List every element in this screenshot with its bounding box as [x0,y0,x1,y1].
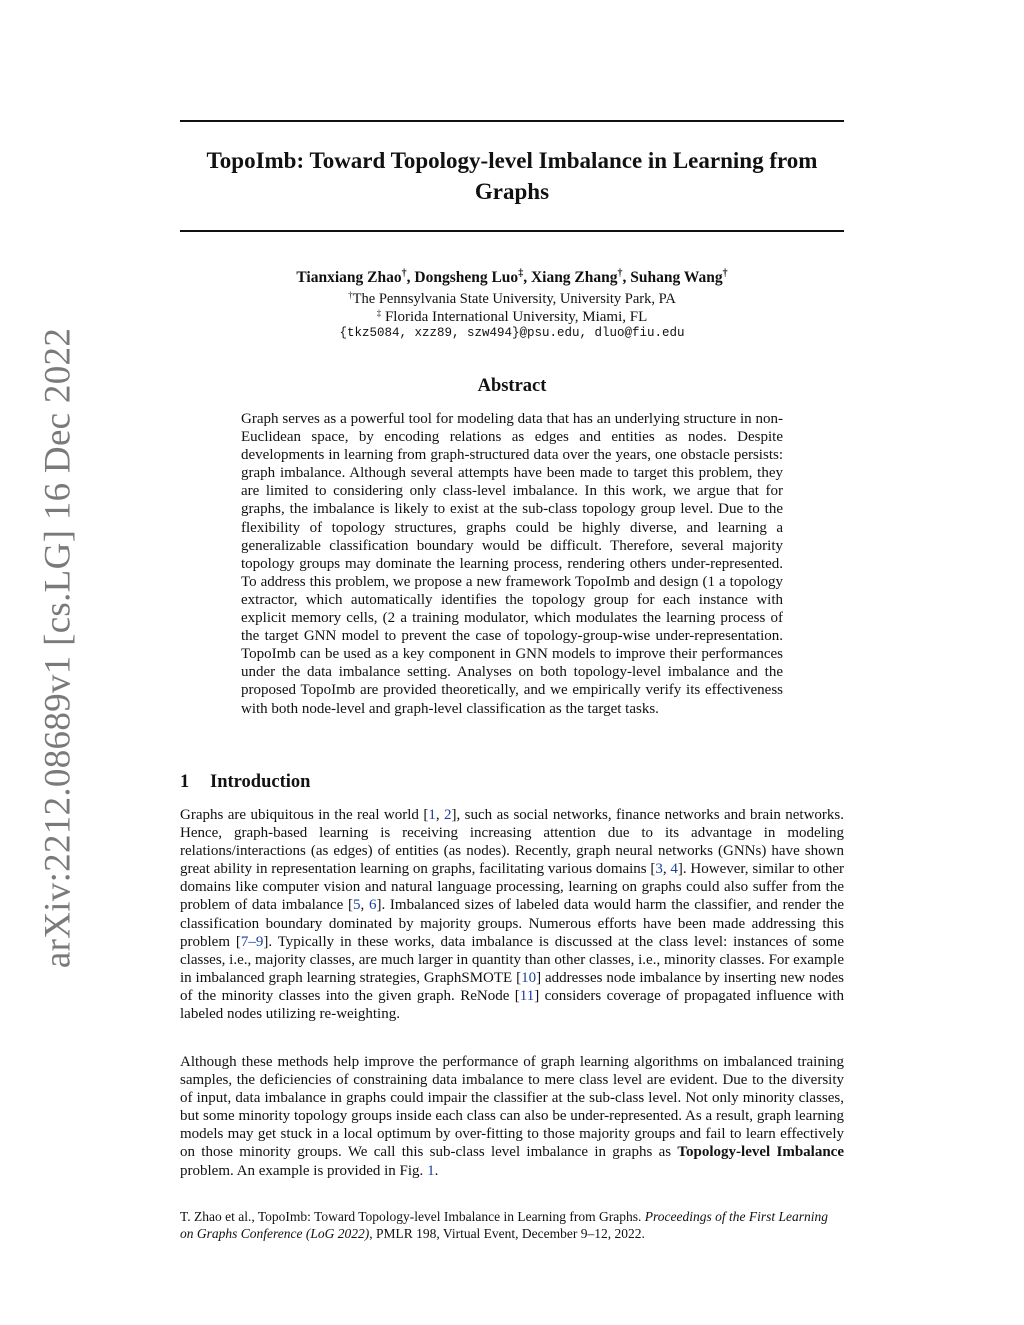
abstract-body: Graph serves as a powerful tool for modeling data that has an underlying structure in non-Euclidean space, by encoding relations as edges and entities as nodes. Despite developments in learning from graph-structured data over the years, one obstacle persists: graph imbalance. Although several attempts have been made to target this problem, they are limited to considering only class-level imbalance. In this work, we argue that for graphs, the imbalance is likely to exist at the sub-class topology group level. Due to the flexibility of topology structures, graphs could be highly diverse, and learning a generalizable classification boundary would be difficult. Therefore, several majority topology groups may dominate the learning process, rendering others under-represented. To address this problem, we propose a new framework TopoImb and design (1 a topology extractor, which automatically identifies the topology group for each instance with explicit memory cells, (2 a training modulator, which modulates the learning process of the target GNN model to prevent the case of topology-group-wise under-representation. TopoImb can be used as a key component in GNN models to improve their performances under the data imbalance setting. Analyses on both topology-level imbalance and the proposed TopoImb are provided theoretically, and we empirically verify its effectiveness with both node-level and graph-level classification as the target tasks. [241,411,783,717]
author-affiliation-mark: † [401,268,407,279]
affiliation-text: The Pennsylvania State University, University Park, PA [352,291,676,307]
section-number: 1 [180,772,190,792]
text-run: problem. An example is provided in Fig. [180,1162,428,1179]
author-affiliation-mark: ‡ [518,268,524,279]
affiliation-fiu [180,304,844,326]
author-emails: {tkz5084, xzz89, szw494}@psu.edu, dluo@fiu.edu [339,326,685,340]
abstract-heading: Abstract [477,376,547,396]
citation-link[interactable]: 10 [521,969,537,986]
footnote-citation [180,1208,844,1242]
citation-link[interactable]: 7–9 [240,933,264,950]
citation-link[interactable]: 5 [352,897,361,914]
author-name: Tianxiang Zhao [296,269,402,286]
text-run: Graphs are ubiquitous in the real world [ [180,807,429,823]
citation-link[interactable]: 3 [655,861,663,878]
text-run: . [434,1162,439,1179]
author-affiliation-mark: † [722,268,728,279]
text-run: ]. Imbalanced sizes of labeled data would harm the classifier, and render the classification boundary dominated by majority groups. Numerous efforts have been made addressing this problem [ [180,897,845,950]
text-run: , [435,807,444,823]
title-bottom-rule [180,230,844,232]
text-run: ] considers coverage of propagated influence with labeled nodes utilizing re-weighting. [180,987,844,1023]
footnote-details: , PMLR 198, Virtual Event, December 9–12, 2022. [369,1226,645,1241]
paper-title: TopoImb: Toward Topology-level Imbalance in Learning from Graphs [206,148,818,204]
affiliation-text: Florida International University, Miami, FL [384,309,648,325]
text-run: ], such as social networks, finance networks and brain networks. Hence, graph-based learning is receiving increasing attention due to its advantage in modeling relations/interactions (as edges) of entities (as nodes). Recently, graph neural networks (GNNs) have shown great ability in representation learning on graphs, facilitating various domains [ [180,807,845,878]
intro-paragraph-2 [180,1053,844,1180]
citation-link[interactable]: 11 [519,987,535,1004]
arxiv-identifier-stamp: arXiv:2212.08689v1 [cs.LG] 16 Dec 2022 [37,327,79,969]
citation-link[interactable]: 1 [428,807,436,823]
author-name: Dongsheng Luo [414,269,519,286]
title-top-rule [180,120,844,122]
citation-link[interactable]: 6 [368,897,377,914]
citation-link[interactable]: 1 [427,1162,435,1179]
author-affiliation-mark: † [617,268,623,279]
citation-link[interactable]: 2 [444,807,452,823]
author-list: Tianxiang Zhao†, Dongsheng Luo‡, Xiang Zhang†, Suhang Wang† [296,268,728,286]
footnote-plain-text: T. Zhao et al., TopoImb: Toward Topology-level Imbalance in Learning from Graphs. [180,1209,645,1224]
citation-link[interactable]: 4 [670,861,678,878]
text-run: Although these methods help improve the performance of graph learning algorithms on imbalanced training samples, the deficiencies of constraining data imbalance to mere class level are evident. Due to the diversity of input, data imbalance in graphs could impair the classifier at the sub-class level. Not only minority classes, but some minority topology groups inside each class can also be under-represented. As a result, graph learning models may get stuck in a local optimum by over-fitting to those majority groups and fail to learn effectively on those minority groups. We call this sub-class level imbalance in graphs as [180,1054,844,1161]
text-run: , [360,897,369,914]
text-run: ]. However, similar to other domains like computer vision and natural language processing, learning on graphs could also suffer from the problem of data imbalance [ [180,861,844,914]
intro-paragraph-1 [180,806,844,1023]
affiliation-mark: † [348,290,353,300]
text-run: , [662,861,671,878]
author-name: Suhang Wang [630,269,723,286]
section-title: Introduction [210,772,311,792]
text-run: ]. Typically in these works, data imbalance is discussed at the class level: instances of some classes, i.e., majority classes, are much larger in quantity than other classes, i.e., minority classes. For example in imbalanced graph learning strategies, GraphSMOTE [ [180,933,845,986]
bold-term: Topology-level Imbalance [677,1144,844,1161]
footnote-venue: Proceedings of the First Learning on Graphs Conference (LoG 2022) [180,1209,829,1241]
author-name: Xiang Zhang [530,269,618,286]
section-heading-introduction [180,772,310,793]
affiliation-mark: ‡ [376,308,382,318]
text-run: ] addresses node imbalance by inserting new nodes of the minority classes into the given graph. ReNode [ [180,969,844,1004]
